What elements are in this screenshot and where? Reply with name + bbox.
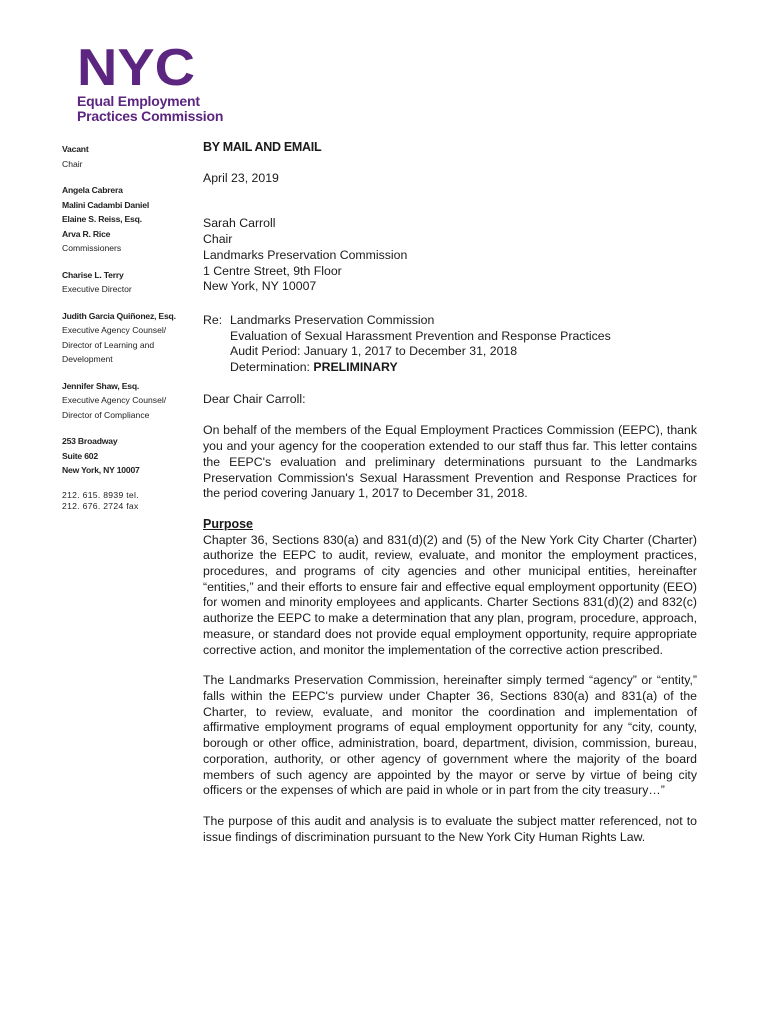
fax-number: 212. 676. 2724 fax xyxy=(62,500,139,511)
recipient-line: Landmarks Preservation Commission xyxy=(203,247,408,262)
recipient-line: New York, NY 10007 xyxy=(203,279,317,294)
address-line-3: New York, NY 10007 xyxy=(62,465,140,475)
counsel2-role-2: Director of Compliance xyxy=(62,409,150,420)
recipient-line: Chair xyxy=(203,232,233,247)
purpose-paragraph: The purpose of this audit and analysis is to evaluate the subject matter referenced, not to issue findings of discrimination pursuant to the New York City Human Rights Law. xyxy=(203,813,697,844)
recipient-line: Sarah Carroll xyxy=(203,216,276,231)
determination-label: Determination: xyxy=(230,360,310,375)
subject-line-2: Evaluation of Sexual Harassment Prevention and Response Practices xyxy=(230,328,611,343)
exec-director-role: Executive Director xyxy=(62,284,132,294)
phone-number: 212. 615. 8939 tel. xyxy=(62,489,139,500)
counsel1-role-3: Development xyxy=(62,354,113,364)
nyc-logo-icon xyxy=(77,45,197,89)
subject-block xyxy=(203,313,697,376)
commissioner-name: Arva R. Rice xyxy=(62,228,111,239)
letter-body xyxy=(203,140,697,845)
subject-line-4 xyxy=(230,360,611,376)
commissioner-name: Malini Cadambi Daniel xyxy=(62,199,150,210)
letterhead-sidebar xyxy=(62,142,197,512)
chair-name: Vacant xyxy=(62,144,89,154)
delivery-heading: BY MAIL AND EMAIL xyxy=(203,140,322,154)
exec-director-group xyxy=(62,268,197,297)
counsel1-role-1: Executive Agency Counsel/ xyxy=(62,325,167,335)
commissioners-role: Commissioners xyxy=(62,243,122,253)
contact-group xyxy=(62,490,197,512)
counsel1-role-2: Director of Learning and xyxy=(62,339,155,350)
re-label: Re: xyxy=(203,312,223,327)
counsel2-group xyxy=(62,379,197,423)
counsel2-role-1: Executive Agency Counsel/ xyxy=(62,395,167,405)
jurisdiction-paragraph: The Landmarks Preservation Commission, hereinafter simply termed “agency” or “entity,” falls within the EEPC's purview under Chapter 36, Sections 830(a) and 831(a) of the Charter, to review, evaluate, and monitor the coordination and implementation of affirmative employment programs of equal employment opportunity for any “city, county, borough or other office, administration, board, department, division, commission, bureau, corporation, authority, or other agency of government where the majority of the board members of such agency are appointed by the mayor or serve by virtue of being city officers or the expenses of which are paid in whole or in part from the city treasury…” xyxy=(203,673,697,798)
logo-line-1: Equal Employment xyxy=(77,93,200,109)
letter-date: April 23, 2019 xyxy=(203,170,279,185)
salutation: Dear Chair Carroll: xyxy=(203,391,306,406)
exec-director-name: Charise L. Terry xyxy=(62,269,124,280)
commissioners-group xyxy=(62,183,197,256)
eepc-logo xyxy=(77,45,237,124)
address-line-1: 253 Broadway xyxy=(62,436,118,446)
determination-value: PRELIMINARY xyxy=(313,360,398,375)
purpose-heading: Purpose xyxy=(203,516,254,531)
counsel1-name: Judith Garcia Quiñonez, Esq. xyxy=(62,310,176,321)
chair-group xyxy=(62,142,197,171)
counsel1-group xyxy=(62,309,197,367)
subject-line-1: Landmarks Preservation Commission xyxy=(230,312,435,327)
address-line-2: Suite 602 xyxy=(62,450,98,461)
commissioner-name: Angela Cabrera xyxy=(62,185,123,195)
subject-line-3: Audit Period: January 1, 2017 to December 31, 2018 xyxy=(230,344,518,359)
logo-mark-text: NYC xyxy=(77,45,195,89)
address-group xyxy=(62,434,197,478)
intro-paragraph: On behalf of the members of the Equal Employment Practices Commission (EEPC), thank you and your agency for the cooperation extended to our staff thus far. This letter contains the EEPC's evaluation and preliminary determinations pursuant to the Landmarks Preservation Commission's Sexual Harassment Prevention and Response Practices for the period covering January 1, 2017 to December 31, 2018. xyxy=(203,423,697,501)
commissioner-name: Elaine S. Reiss, Esq. xyxy=(62,214,142,224)
recipient-line: 1 Centre Street, 9th Floor xyxy=(203,263,342,278)
logo-line-2: Practices Commission xyxy=(77,108,224,124)
authority-paragraph: Chapter 36, Sections 830(a) and 831(d)(2) and (5) of the New York City Charter (Charter) authorize the EEPC to audit, review, evaluate, and monitor the employment practices, procedures, and programs of city agencies and other municipal entities, hereinafter “entities,” and their efforts to ensure fair and effective equal employment opportunity (EEO) for women and minority employees and applicants. Charter Sections 831(d)(2) and 832(c) authorize the EEPC to make a determination that any plan, program, procedure, approach, measure, or standard does not provide equal employment opportunity, require appropriate corrective action, and monitor the implementation of the corrective action prescribed. xyxy=(203,532,697,657)
subject-lines xyxy=(230,313,611,376)
recipient-address xyxy=(203,216,697,295)
chair-role: Chair xyxy=(62,158,83,169)
counsel2-name: Jennifer Shaw, Esq. xyxy=(62,380,140,391)
